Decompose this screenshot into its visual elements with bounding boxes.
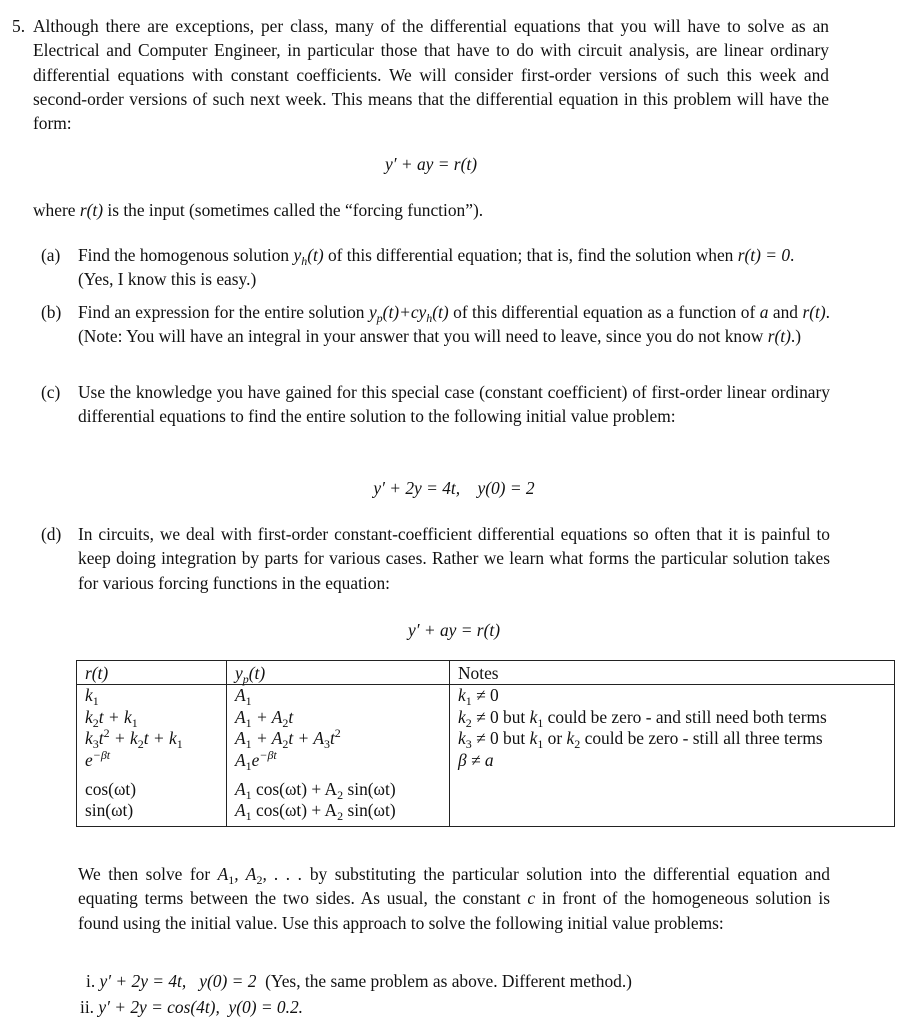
part-a-label: (a) <box>41 245 61 265</box>
followup-text: We then solve for $A_1$, $A_2$, . . . by substituting the particular solution into the differential equation and equating terms between the two sides. As usual, the constant c in front of the homogeneous solution is found using the initial value. Use this approach to solve the following initial value problems: <box>78 864 830 933</box>
problem-intro: Although there are exceptions, per class, many of the differential equations that you will have to solve as an Electrical and Computer Engineer, in particular those that have to do with circuit analysis, are linear ordinary differential equations with constant coefficients. We will consider first-order versions of such this week and second-order versions of such next week. This means that the differential equation in this problem will have the form: <box>33 16 829 134</box>
subproblem-ii: ii. y′ + 2y = cos(4t), y(0) = 0.2. <box>80 997 304 1017</box>
table-row: $e^{-\beta t}$ $A_1e^{-\beta t}$ β ≠ a <box>77 750 895 771</box>
main-equation: y′ + ay = r(t) <box>385 154 477 174</box>
part-d-label: (d) <box>41 524 62 544</box>
particular-solution-table <box>76 660 895 827</box>
table-row: sin(ωt) $A_1$ $\cos(\omega t) + A_2$ sin(ωt) <box>77 800 895 826</box>
table-row: $k_2t + k_1$ $A_1 + A_2t$ $k_2 \ne 0$ but $k_1$ could be zero - and still need both terms <box>77 707 895 728</box>
table-row: $k_1$ $A_1$ $k_1 \ne 0$ <box>77 685 895 707</box>
part-b-label: (b) <box>41 302 62 322</box>
part-d-equation: y′ + ay = r(t) <box>408 620 500 640</box>
part-c-text: Use the knowledge you have gained for this special case (constant coefficient) of first-order linear ordinary differential equations to find the entire solution to the following initial value problem: <box>78 382 830 427</box>
table-row: cos(ωt) $A_1$ $\cos(\omega t) + A_2$ sin(ωt) <box>77 779 895 800</box>
part-d-text: In circuits, we deal with first-order constant-coefficient differential equations so often that it is painful to keep doing integration by parts for various cases. Rather we learn what forms the particular solution takes for various forcing functions in the equation: <box>78 524 830 593</box>
problem-number: 5. <box>12 16 26 36</box>
table-header-row <box>77 661 895 685</box>
header-notes: Notes <box>450 661 895 685</box>
table-row: $k_3t^2 + k_2t + k_1$ $A_1 + A_2t + A_3t^2$ $k_3 \ne 0$ but $k_1$ or $k_2$ could be zero - still all three terms <box>77 728 895 749</box>
header-r: r(t) <box>77 661 227 685</box>
part-b-text: Find an expression for the entire solution $y_p(t)+cy_h(t)$ of this differential equation as a function of a and r(t). (Note: You will have an integral in your answer that you will need to leave, since you do not know r(t).) <box>78 302 830 347</box>
table-spacer <box>77 771 895 779</box>
part-c-label: (c) <box>41 382 61 402</box>
subproblem-i: i. y′ + 2y = 4t, y(0) = 2 (Yes, the same problem as above. Different method.) <box>86 971 632 991</box>
where-text: where r(t) is the input (sometimes called the “forcing function”). <box>33 200 484 220</box>
part-a-text: Find the homogenous solution $y_h(t)$ of this differential equation; that is, find the solution when r(t) = 0. (Yes, I know this is easy.) <box>78 245 795 290</box>
header-yp: $y_p(t)$ <box>227 661 450 685</box>
part-c-equation: y′ + 2y = 4t, y(0) = 2 <box>373 478 535 498</box>
